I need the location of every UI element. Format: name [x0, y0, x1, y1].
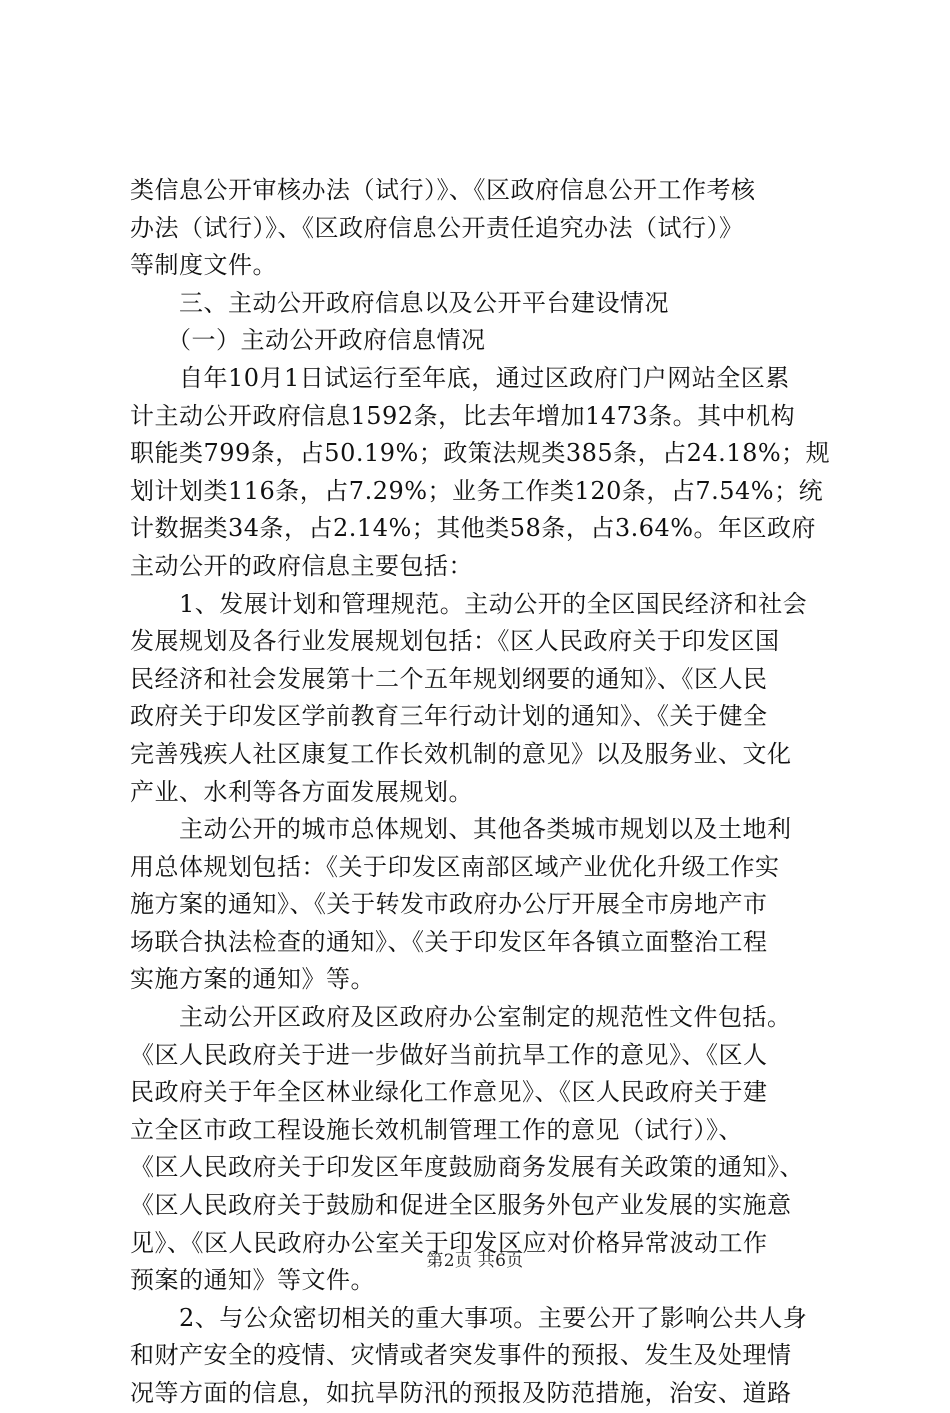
text-line: 《区人民政府关于印发区年度鼓励商务发展有关政策的通知》、 — [130, 1153, 804, 1182]
text-line: 况等方面的信息，如抗旱防汛的预报及防范措施，治安、道路 — [130, 1379, 792, 1407]
text-line: 主动公开的政府信息主要包括： — [130, 551, 473, 580]
section-heading: 三、主动公开政府信息以及公开平台建设情况 — [130, 288, 669, 317]
text-line: 民政府关于年全区林业绿化工作意见》、《区人民政府关于建 — [130, 1078, 768, 1107]
text-line: 等制度文件。 — [130, 251, 277, 280]
text-line: 立全区市政工程设施长效机制管理工作的意见（试行）》、 — [130, 1115, 743, 1144]
text-line: 2、与公众密切相关的重大事项。主要公开了影响公共人身 — [130, 1303, 808, 1332]
text-line: 和财产安全的疫情、灾情或者突发事件的预报、发生及处理情 — [130, 1341, 792, 1370]
text-line: 实施方案的通知》等。 — [130, 965, 375, 994]
text-line: 用总体规划包括：《关于印发区南部区域产业优化升级工作实 — [130, 852, 780, 881]
text-line: 主动公开的城市总体规划、其他各类城市规划以及土地利 — [130, 815, 792, 844]
text-line: 发展规划及各行业发展规划包括：《区人民政府关于印发区国 — [130, 627, 780, 656]
text-line: 职能类799条，占50.19%；政策法规类385条，占24.18%；规 — [130, 439, 831, 468]
text-line: 计数据类34条，占2.14%；其他类58条，占3.64%。年区政府 — [130, 514, 817, 543]
text-line: 预案的通知》等文件。 — [130, 1266, 375, 1295]
text-line: 见》、《区人民政府办公室关于印发区应对价格异常波动工作 — [130, 1228, 768, 1257]
text-line: 主动公开区政府及区政府办公室制定的规范性文件包括。 — [130, 1003, 792, 1032]
text-line: 1、发展计划和管理规范。主动公开的全区国民经济和社会 — [130, 589, 808, 618]
text-line: 施方案的通知》、《关于转发市政府办公厅开展全市房地产市 — [130, 890, 768, 919]
text-line: 计主动公开政府信息1592条，比去年增加1473条。其中机构 — [130, 401, 796, 430]
subsection-heading: （一）主动公开政府信息情况 — [130, 326, 486, 355]
text-line: 政府关于印发区学前教育三年行动计划的通知》、《关于健全 — [130, 702, 768, 731]
text-line: 《区人民政府关于鼓励和促进全区服务外包产业发展的实施意 — [130, 1191, 792, 1220]
text-line: 《区人民政府关于进一步做好当前抗旱工作的意见》、《区人 — [130, 1040, 768, 1069]
text-line: 类信息公开审核办法（试行）》、《区政府信息公开工作考核 — [130, 176, 756, 204]
body-text — [130, 172, 830, 1413]
text-line: 完善残疾人社区康复工作长效机制的意见》以及服务业、文化 — [130, 739, 792, 768]
text-line: 产业、水利等各方面发展规划。 — [130, 777, 473, 806]
text-line: 场联合执法检查的通知》、《关于印发区年各镇立面整治工程 — [130, 927, 768, 956]
text-line: 划计划类116条，占7.29%；业务工作类120条，占7.54%；统 — [130, 476, 824, 505]
page-number-footer: 第2页 共6页 — [426, 1251, 524, 1271]
text-line: 自年10月1日试运行至年底，通过区政府门户网站全区累 — [130, 363, 790, 392]
text-line: 民经济和社会发展第十二个五年规划纲要的通知》、《区人民 — [130, 664, 768, 693]
text-line: 办法（试行）》、《区政府信息公开责任追究办法（试行）》 — [130, 213, 744, 242]
